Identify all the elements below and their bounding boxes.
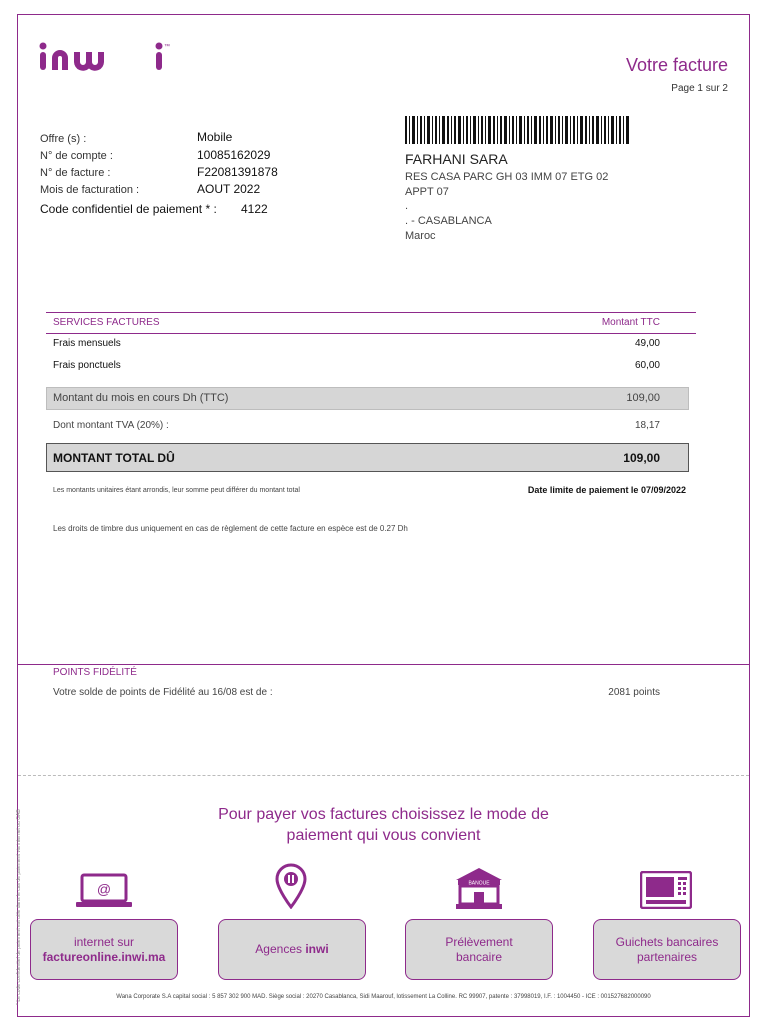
pay-agences-line2: inwi xyxy=(305,942,329,956)
facture-label: N° de facture : xyxy=(40,167,111,179)
fidelity-points: 2081 points xyxy=(608,687,660,698)
vertical-note: * Le code confidentiel de paiement est utile dans le cas de paiement via internet ou GAB xyxy=(16,809,22,1005)
mois-value: AOUT 2022 xyxy=(197,182,261,196)
inwi-logo xyxy=(38,40,178,72)
laptop-icon xyxy=(76,873,132,909)
recipient-name: FARHANI SARA xyxy=(405,151,508,167)
amount-header: Montant TTC xyxy=(601,317,660,328)
pay-internet-line1: internet sur xyxy=(73,934,134,949)
payment-title xyxy=(18,804,749,846)
pay-prelevement-line2: bancaire xyxy=(455,949,503,964)
grand-total-amount: 109,00 xyxy=(623,451,660,465)
payment-title-line1: Pour payer vos factures choisissez le mode de xyxy=(218,806,549,823)
recipient-line3: . xyxy=(405,200,409,212)
payment-title-line2: paiement qui vous convient xyxy=(286,827,481,844)
atm-icon xyxy=(640,871,692,909)
tva-label: Dont montant TVA (20%) : xyxy=(53,420,169,431)
svg-text:@: @ xyxy=(96,881,112,897)
tva-amount: 18,17 xyxy=(634,420,660,431)
bank-icon xyxy=(454,866,504,910)
invoice-frame xyxy=(17,14,750,1017)
invoice-title: Votre facture xyxy=(625,55,728,75)
page-number: Page 1 sur 2 xyxy=(671,83,728,94)
location-pin-icon xyxy=(275,863,307,909)
recipient-line5: Maroc xyxy=(405,230,436,242)
services-header: SERVICES FACTURES xyxy=(53,317,160,328)
row-amount-ponctuels: 60,00 xyxy=(634,360,660,371)
services-header-rule xyxy=(46,333,696,334)
recipient-line1: RES CASA PARC GH 03 IMM 07 ETG 02 xyxy=(405,171,609,183)
row-label-ponctuels: Frais ponctuels xyxy=(53,360,121,371)
month-total-amount: 109,00 xyxy=(626,392,660,404)
compte-value: 10085162029 xyxy=(197,148,271,162)
pay-guichets-line2: partenaires xyxy=(636,949,698,964)
bank-icon-label: BANQUE xyxy=(468,880,490,887)
rounding-note: Les montants unitaires étant arrondis, leur somme peut différer du montant total xyxy=(53,487,300,494)
pay-guichets-line1: Guichets bancaires xyxy=(615,934,719,949)
fidelity-title: POINTS FIDÉLITÉ xyxy=(53,667,137,678)
code-value: 4122 xyxy=(241,202,268,216)
pay-option-agences[interactable] xyxy=(218,919,366,980)
offre-value: Mobile xyxy=(197,130,233,144)
due-date: Date limite de paiement le 07/09/2022 xyxy=(527,485,686,495)
pay-option-prelevement[interactable] xyxy=(405,919,553,980)
mois-label: Mois de facturation : xyxy=(40,184,140,196)
pay-internet-line2: factureonline.inwi.ma xyxy=(42,949,166,964)
recipient-line2: APPT 07 xyxy=(405,186,449,198)
fidelity-rule xyxy=(18,664,749,665)
barcode xyxy=(405,116,629,144)
fidelity-label: Votre solde de points de Fidélité au 16/08 est de : xyxy=(53,687,273,698)
services-top-rule xyxy=(46,312,696,313)
grand-total-label: MONTANT TOTAL DÛ xyxy=(53,451,175,465)
pay-agences-line1: Agences xyxy=(255,942,302,956)
row-label-mensuels: Frais mensuels xyxy=(53,338,121,349)
recipient-line4: . - CASABLANCA xyxy=(405,215,492,227)
code-label: Code confidentiel de paiement * : xyxy=(40,202,217,216)
pay-option-internet[interactable] xyxy=(30,919,178,980)
pay-option-guichets[interactable] xyxy=(593,919,741,980)
offre-label: Offre (s) : xyxy=(40,133,87,145)
facture-value: F22081391878 xyxy=(197,165,278,179)
tear-line xyxy=(18,775,749,776)
pay-prelevement-line1: Prélèvement xyxy=(445,934,513,949)
trademark: ™ xyxy=(164,44,170,50)
month-total-label: Montant du mois en cours Dh (TTC) xyxy=(53,392,229,404)
stamp-note: Les droits de timbre dus uniquement en cas de règlement de cette facture en espèce est de 0.27 Dh xyxy=(53,524,408,533)
legal-footer: Wana Corporate S.A capital social : 5 857 302 900 MAD. Siège social : 20270 Casablanca, Sidi Maarouf, lotissement La Colline. RC 99907, patente : 37998019, I.F. : 1004450 - ICE : 001527682000090 xyxy=(116,994,651,1000)
compte-label: N° de compte : xyxy=(40,150,113,162)
row-amount-mensuels: 49,00 xyxy=(634,338,660,349)
